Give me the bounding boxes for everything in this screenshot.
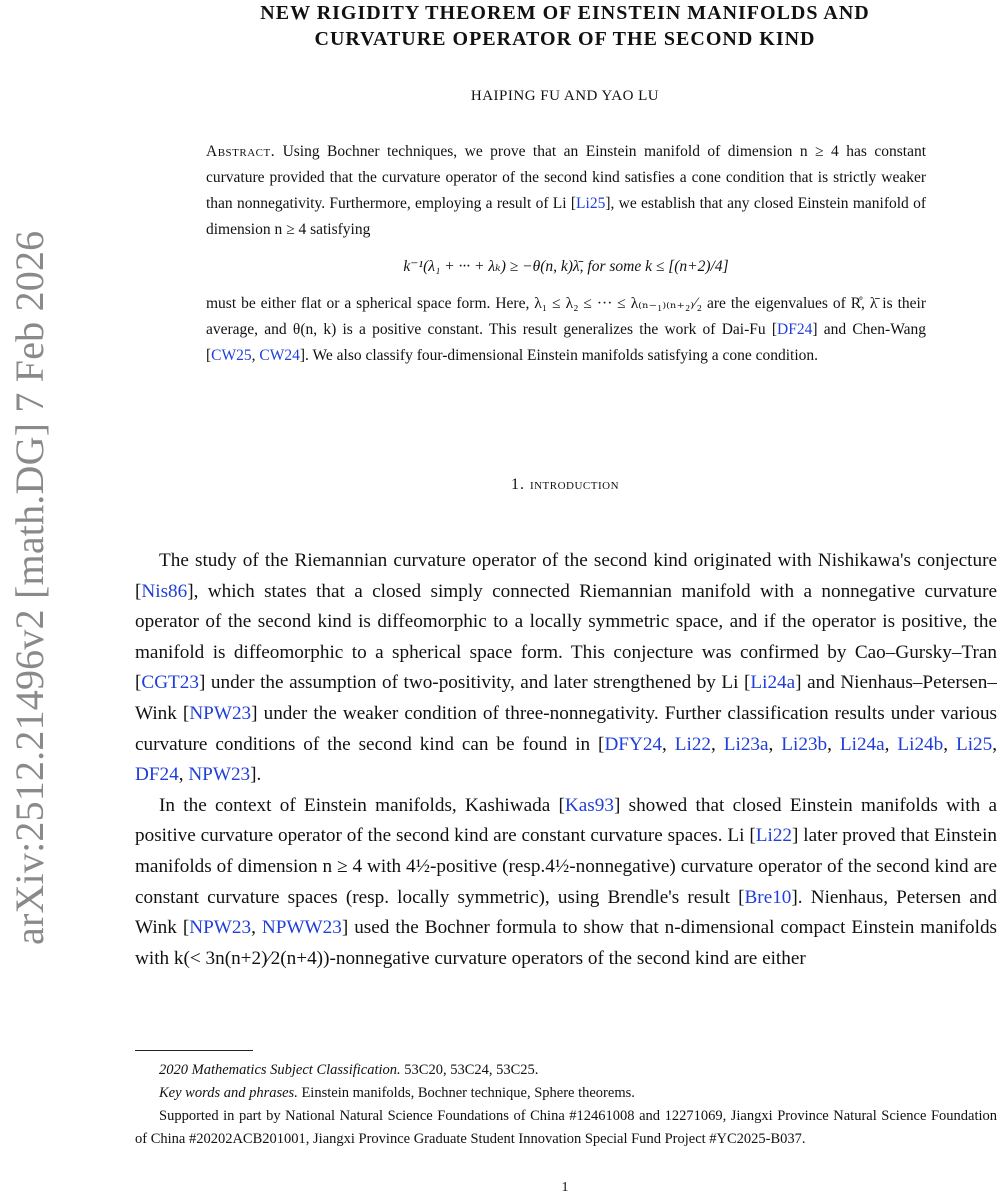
citation-link[interactable]: Li24b	[897, 733, 944, 755]
citation-link[interactable]: NPWW23	[261, 917, 342, 939]
citation-link[interactable]: CW25	[211, 347, 252, 364]
citation-list: DFY24, Li22, Li23a, Li23b, Li24a, Li24b, Li25, DF24, NPW23	[135, 733, 997, 786]
citation-link[interactable]: Li24a	[750, 672, 796, 694]
citation-link[interactable]: NPW23	[189, 917, 252, 939]
citation-link[interactable]: CW24	[259, 347, 300, 364]
title-line-2: CURVATURE OPERATOR OF THE SECOND KIND	[314, 28, 816, 50]
section-heading: 1. introduction	[510, 476, 620, 493]
citation-link[interactable]: NPW23	[189, 702, 252, 724]
footnote-support: Supported in part by National Natural Science Foundations of China #12461008 and 12271069, Jiangxi Province Natural Science Foundation of China #20202ACB201001, Jiangxi Province Graduate Student Innovation Special Fund Project #YC2025-B037.	[135, 1108, 997, 1147]
arxiv-stamp: arXiv:2512.21496v2 [math.DG] 7 Feb 2026	[7, 230, 52, 945]
paragraph: The study of the Riemannian curvature operator of the second kind originated with Nishikawa's conjecture [Nis86], which states that a closed simply connected Riemannian manifold with a nonnegative curvature operator of the second kind is diffeomorphic to a locally symmetric space, and if the operator is positive, the manifold is diffeomorphic to a spherical space form. This conjecture was confirmed by Cao–Gursky–Tran [CGT23] under the assumption of two-positivity, and later strengthened by Li [Li24a] and Nienhaus–Petersen–Wink [NPW23] under the weaker condition of three-nonnegativity. Further classification results under various curvature conditions of the second kind can be found in [DFY24, Li22, Li23a, Li23b, Li24a, Li24b, Li25, DF24, NPW23].	[135, 550, 997, 786]
page-number: 1	[561, 1180, 569, 1195]
citation-link[interactable]: Kas93	[564, 794, 614, 816]
footnote-keywords: Key words and phrases. Einstein manifolds, Bochner technique, Sphere theorems.	[159, 1085, 635, 1101]
citation-link[interactable]: CGT23	[141, 672, 199, 694]
paper-title	[150, 0, 980, 52]
citation-link[interactable]: DF24	[777, 321, 813, 338]
citation-link[interactable]: Li23b	[781, 733, 828, 755]
citation-link[interactable]: Li25	[576, 195, 606, 212]
display-equation: k⁻¹(λ₁ + ··· + λₖ) ≥ −θ(n, k)λ̄, for some k ≤ [(n+2)/4]	[403, 258, 729, 275]
body-text	[135, 546, 997, 974]
citation-link[interactable]: Li22	[755, 825, 793, 847]
abstract	[206, 139, 926, 369]
citation-link[interactable]: DFY24	[604, 733, 663, 755]
title-line-1: NEW RIGIDITY THEOREM OF EINSTEIN MANIFOLDS AND	[260, 2, 870, 24]
footnotes	[135, 1059, 997, 1151]
abstract-para-2: must be either flat or a spherical space form. Here, λ₁ ≤ λ₂ ≤ ··· ≤ λ₍ₙ₋₁₎₍ₙ₊₂₎⁄₂ are the eigenvalues of R̊, λ̄ is their average, and θ(n, k) is a positive constant. This result generalizes the work of Dai-Fu [DF24] and Chen-Wang [CW25, CW24]. We also classify four-dimensional Einstein manifolds satisfying a cone condition.	[206, 295, 926, 364]
abstract-para-1: Abstract. Using Bochner techniques, we prove that an Einstein manifold of dimension n ≥ 4 has constant curvature provided that the curvature operator of the second kind satisfies a cone condition that is strictly weaker than nonnegativity. Furthermore, employing a result of Li [Li25], we establish that any closed Einstein manifold of dimension n ≥ 4 satisfying	[206, 143, 927, 238]
citation-link[interactable]: Nis86	[141, 580, 188, 602]
citation-link[interactable]: Li25	[956, 733, 993, 755]
citation-link[interactable]: Li24a	[839, 733, 885, 755]
citation-link[interactable]: Bre10	[744, 886, 792, 908]
citation-link[interactable]: DF24	[135, 764, 179, 786]
citation-link[interactable]: Li22	[674, 733, 712, 755]
footnote-msc: 2020 Mathematics Subject Classification. 53C20, 53C24, 53C25.	[159, 1062, 539, 1078]
footnote-rule	[135, 1050, 253, 1051]
paragraph: In the context of Einstein manifolds, Kashiwada [Kas93] showed that closed Einstein manifolds with a positive curvature operator of the second kind are constant curvature spaces. Li [Li22] later proved that Einstein manifolds of dimension n ≥ 4 with 4½-positive (resp.4½-nonnegative) curvature operator of the second kind are constant curvature spaces (resp. locally symmetric), using Brendle's result [Bre10]. Nienhaus, Petersen and Wink [NPW23, NPWW23] used the Bochner formula to show that n-dimensional compact Einstein manifolds with k(< 3n(n+2)⁄2(n+4))-nonnegative curvature operators of the second kind are either	[135, 794, 997, 969]
authors: HAIPING FU AND YAO LU	[470, 88, 660, 104]
citation-link[interactable]: Li23a	[723, 733, 769, 755]
citation-link[interactable]: NPW23	[188, 764, 251, 786]
abstract-label: Abstract.	[206, 143, 276, 160]
